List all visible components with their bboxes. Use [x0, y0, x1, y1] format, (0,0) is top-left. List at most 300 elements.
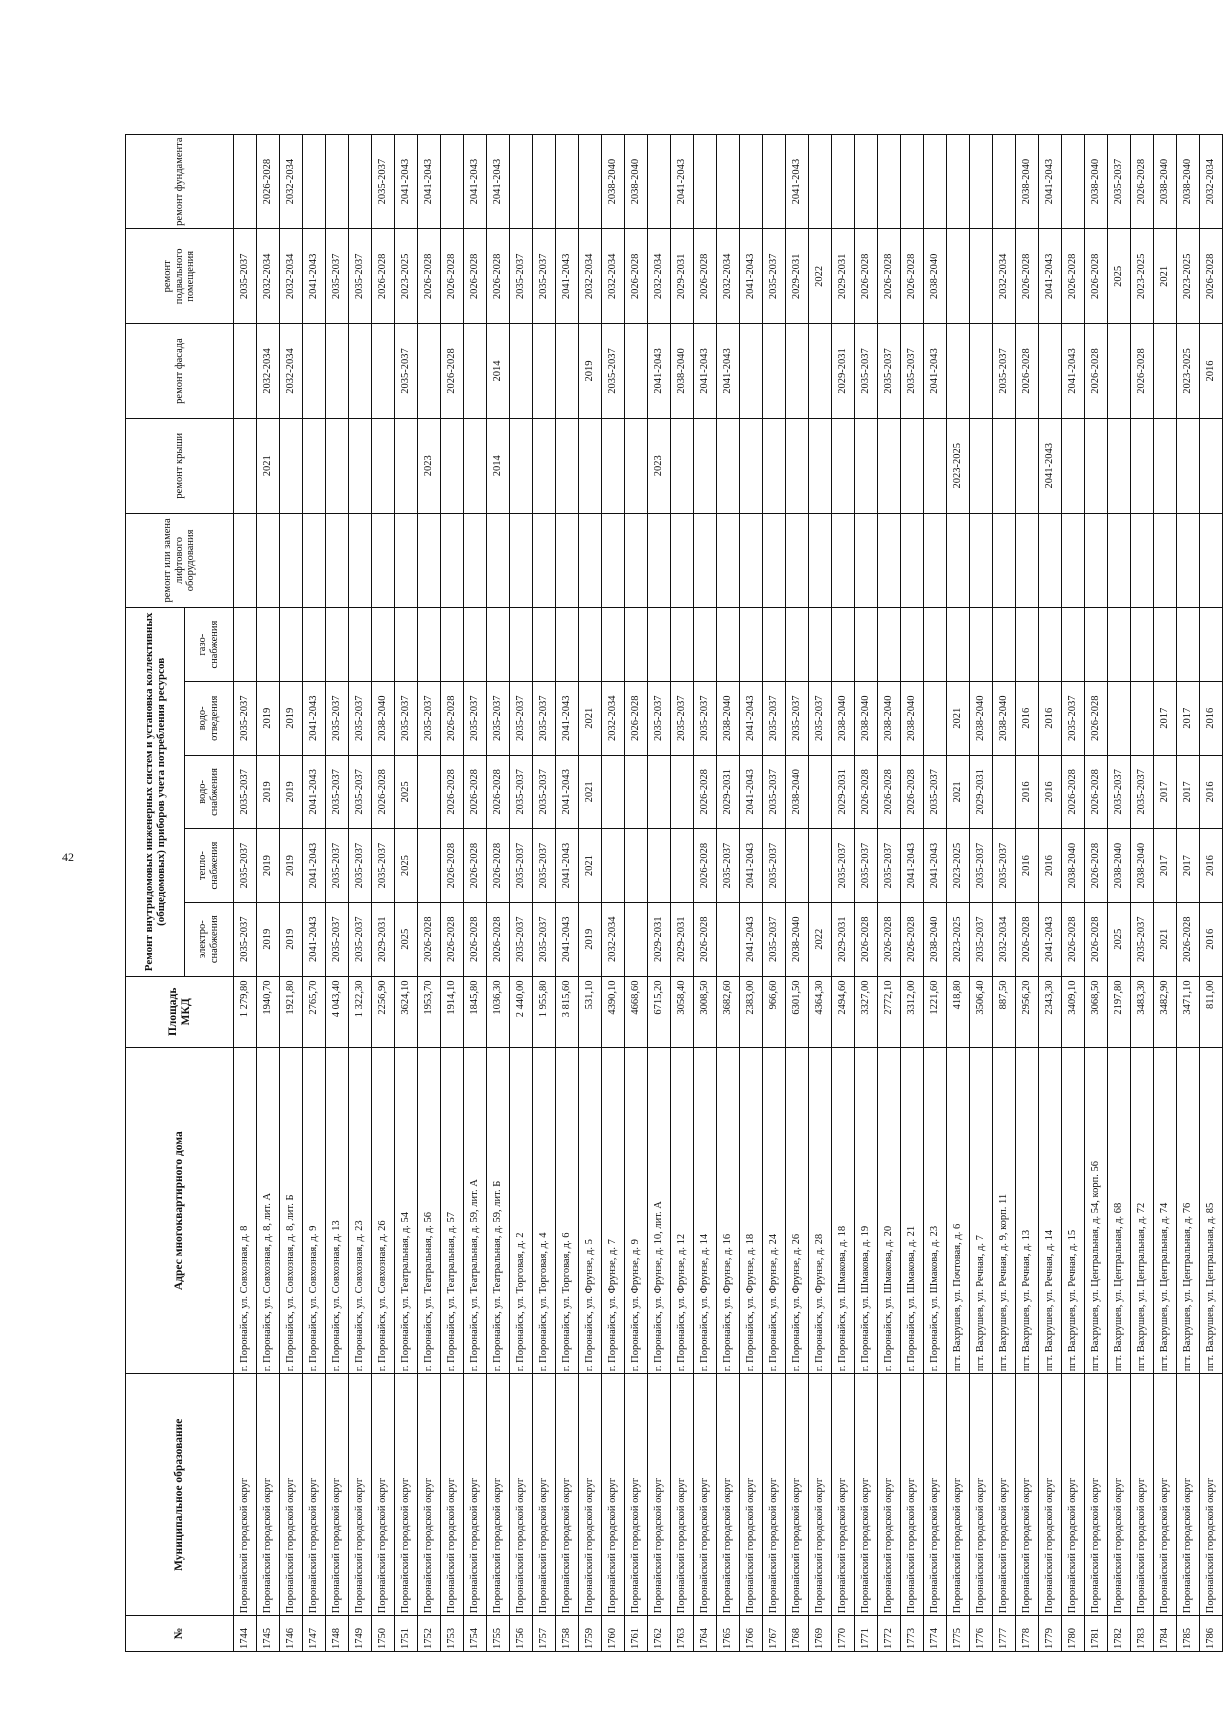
row-address: г. Поронайск, ул. Совхозная, д. 8, лит. Б [280, 1048, 303, 1374]
row-elevator [349, 513, 372, 608]
row-gas [648, 608, 671, 682]
row-heat: 2035-2037 [717, 829, 740, 903]
row-basement: 2032-2034 [717, 229, 740, 324]
row-elevator [464, 513, 487, 608]
row-gas [970, 608, 993, 682]
row-roof [855, 418, 878, 513]
row-foundation: 2041-2043 [464, 134, 487, 229]
table-row [878, 61, 901, 1652]
row-address: г. Поронайск, ул. Театральная, д. 59, лит. Б [487, 1048, 510, 1374]
row-foundation [556, 134, 579, 229]
table-row [786, 61, 809, 1652]
row-foundation: 2038-2040 [602, 134, 625, 229]
row-foundation [717, 134, 740, 229]
row-water: 2035-2037 [1108, 755, 1131, 829]
table-row [395, 61, 418, 1652]
row-municipality: Поронайский городской округ [947, 1374, 970, 1616]
row-facade [1108, 324, 1131, 419]
row-roof: 2021 [257, 418, 280, 513]
row-heat: 2025 [395, 829, 418, 903]
row-number: 1754 [464, 1616, 487, 1652]
row-basement: 2026-2028 [694, 229, 717, 324]
row-foundation: 2041-2043 [1039, 134, 1062, 229]
row-number: 1778 [1016, 1616, 1039, 1652]
row-electro: 2026-2028 [464, 902, 487, 976]
row-gas [763, 608, 786, 682]
row-sewer: 2038-2040 [970, 681, 993, 755]
row-heat: 2035-2037 [970, 829, 993, 903]
row-municipality: Поронайский городской округ [533, 1374, 556, 1616]
row-basement: 2035-2037 [533, 229, 556, 324]
row-foundation [533, 134, 556, 229]
row-gas [1016, 608, 1039, 682]
row-number: 1762 [648, 1616, 671, 1652]
row-heat: 2035-2037 [878, 829, 901, 903]
row-address: пгт. Вахрушев, ул. Центральная, д. 72 [1131, 1048, 1154, 1374]
row-number: 1769 [809, 1616, 832, 1652]
row-basement: 2032-2034 [648, 229, 671, 324]
row-facade [786, 324, 809, 419]
row-water: 2026-2028 [1062, 755, 1085, 829]
row-municipality: Поронайский городской округ [924, 1374, 947, 1616]
row-basement: 2041-2043 [1039, 229, 1062, 324]
row-basement: 2038-2040 [924, 229, 947, 324]
row-electro: 2022 [809, 902, 832, 976]
row-heat: 2041-2043 [901, 829, 924, 903]
row-sewer: 2032-2034 [602, 681, 625, 755]
row-electro: 2026-2028 [1177, 902, 1200, 976]
row-roof [1016, 418, 1039, 513]
table-row [648, 61, 671, 1652]
row-municipality: Поронайский городской округ [234, 1374, 257, 1616]
row-number: 1775 [947, 1616, 970, 1652]
row-roof [1177, 418, 1200, 513]
row-basement: 2035-2037 [326, 229, 349, 324]
row-gas [1085, 608, 1108, 682]
table-row [257, 61, 280, 1652]
row-address: пгт. Вахрушев, ул. Центральная, д. 74 [1154, 1048, 1177, 1374]
row-foundation: 2038-2040 [1016, 134, 1039, 229]
row-number: 1749 [349, 1616, 372, 1652]
row-sewer: 2038-2040 [855, 681, 878, 755]
row-foundation [993, 134, 1016, 229]
row-roof [510, 418, 533, 513]
row-facade: 2041-2043 [648, 324, 671, 419]
row-sewer: 2038-2040 [993, 681, 1016, 755]
row-roof [579, 418, 602, 513]
row-basement: 2035-2037 [763, 229, 786, 324]
row-elevator [1154, 513, 1177, 608]
row-heat: 2016 [1039, 829, 1062, 903]
row-heat: 2035-2037 [832, 829, 855, 903]
table-row [1085, 61, 1108, 1652]
row-sewer: 2035-2037 [1062, 681, 1085, 755]
row-municipality: Поронайский городской округ [510, 1374, 533, 1616]
row-number: 1753 [441, 1616, 464, 1652]
row-municipality: Поронайский городской округ [1177, 1374, 1200, 1616]
row-municipality: Поронайский городской округ [303, 1374, 326, 1616]
row-address: г. Поронайск, ул. Фрунзе, д. 18 [740, 1048, 763, 1374]
row-sewer: 2038-2040 [878, 681, 901, 755]
row-foundation: 2032-2034 [1200, 134, 1223, 229]
row-foundation [510, 134, 533, 229]
row-area: 3482,90 [1154, 976, 1177, 1048]
row-municipality: Поронайский городской округ [579, 1374, 602, 1616]
row-roof [625, 418, 648, 513]
row-municipality: Поронайский городской округ [1062, 1374, 1085, 1616]
row-municipality: Поронайский городской округ [602, 1374, 625, 1616]
row-address: пгт. Вахрушев, ул. Центральная, д. 76 [1177, 1048, 1200, 1374]
row-basement: 2032-2034 [602, 229, 625, 324]
table-row [1154, 61, 1177, 1652]
row-electro: 2016 [1200, 902, 1223, 976]
row-roof [1131, 418, 1154, 513]
row-number: 1783 [1131, 1616, 1154, 1652]
row-heat [671, 829, 694, 903]
table-row [303, 61, 326, 1652]
row-elevator [717, 513, 740, 608]
row-heat: 2041-2043 [924, 829, 947, 903]
row-address: г. Поронайск, ул. Совхозная, д. 13 [326, 1048, 349, 1374]
row-roof [740, 418, 763, 513]
row-facade [234, 324, 257, 419]
header-municipality: Муниципальное образование [126, 1374, 234, 1616]
row-sewer: 2038-2040 [832, 681, 855, 755]
row-sewer: 2019 [257, 681, 280, 755]
row-number: 1745 [257, 1616, 280, 1652]
row-basement: 2026-2028 [1085, 229, 1108, 324]
row-area: 418,80 [947, 976, 970, 1048]
row-gas [786, 608, 809, 682]
row-area: 4364,30 [809, 976, 832, 1048]
row-area: 3624,10 [395, 976, 418, 1048]
row-municipality: Поронайский городской округ [763, 1374, 786, 1616]
row-roof [694, 418, 717, 513]
row-number: 1751 [395, 1616, 418, 1652]
row-heat: 2026-2028 [487, 829, 510, 903]
row-facade: 2014 [487, 324, 510, 419]
row-roof [372, 418, 395, 513]
row-roof: 2041-2043 [1039, 418, 1062, 513]
row-elevator [694, 513, 717, 608]
row-roof [395, 418, 418, 513]
row-electro: 2035-2037 [349, 902, 372, 976]
row-gas [832, 608, 855, 682]
row-number: 1761 [625, 1616, 648, 1652]
row-heat [418, 829, 441, 903]
row-municipality: Поронайский городской округ [1108, 1374, 1131, 1616]
row-water: 2035-2037 [924, 755, 947, 829]
row-water: 2029-2031 [832, 755, 855, 829]
row-address: г. Поронайск, ул. Театральная, д. 56 [418, 1048, 441, 1374]
row-facade: 2041-2043 [924, 324, 947, 419]
row-sewer: 2038-2040 [372, 681, 395, 755]
row-gas [924, 608, 947, 682]
row-number: 1744 [234, 1616, 257, 1652]
row-area: 2383,00 [740, 976, 763, 1048]
header-sewer: водо-отведения [185, 681, 234, 755]
row-facade [533, 324, 556, 419]
table-row [740, 61, 763, 1652]
row-heat: 2041-2043 [556, 829, 579, 903]
row-municipality: Поронайский городской округ [372, 1374, 395, 1616]
row-number: 1773 [901, 1616, 924, 1652]
table-row [924, 61, 947, 1652]
row-sewer: 2035-2037 [487, 681, 510, 755]
row-basement: 2026-2028 [901, 229, 924, 324]
row-facade [556, 324, 579, 419]
row-area: 4390,10 [602, 976, 625, 1048]
row-elevator [556, 513, 579, 608]
row-sewer: 2016 [1016, 681, 1039, 755]
row-foundation [740, 134, 763, 229]
row-basement: 2026-2028 [878, 229, 901, 324]
row-municipality: Поронайский городской округ [280, 1374, 303, 1616]
row-heat: 2035-2037 [533, 829, 556, 903]
row-area: 3068,50 [1085, 976, 1108, 1048]
row-sewer: 2021 [579, 681, 602, 755]
row-facade [740, 324, 763, 419]
row-gas [671, 608, 694, 682]
row-basement: 2035-2037 [234, 229, 257, 324]
table-row [533, 61, 556, 1652]
row-foundation: 2041-2043 [395, 134, 418, 229]
row-roof [717, 418, 740, 513]
row-elevator [671, 513, 694, 608]
row-electro: 2035-2037 [234, 902, 257, 976]
row-area: 3058,40 [671, 976, 694, 1048]
row-water: 2016 [1200, 755, 1223, 829]
table-row [464, 61, 487, 1652]
row-water: 2026-2028 [901, 755, 924, 829]
row-facade [464, 324, 487, 419]
row-sewer: 2019 [280, 681, 303, 755]
row-address: г. Поронайск, ул. Фрунзе, д. 24 [763, 1048, 786, 1374]
row-address: г. Поронайск, ул. Фрунзе, д. 14 [694, 1048, 717, 1374]
row-sewer [1131, 681, 1154, 755]
row-foundation [694, 134, 717, 229]
table-row [441, 61, 464, 1652]
row-foundation: 2041-2043 [786, 134, 809, 229]
row-water: 2035-2037 [349, 755, 372, 829]
row-facade: 2032-2034 [280, 324, 303, 419]
row-water: 2026-2028 [464, 755, 487, 829]
row-roof: 2014 [487, 418, 510, 513]
row-heat: 2026-2028 [1085, 829, 1108, 903]
row-elevator [303, 513, 326, 608]
row-address: пгт. Вахрушев, ул. Речная, д. 13 [1016, 1048, 1039, 1374]
row-address: г. Поронайск, ул. Фрунзе, д. 26 [786, 1048, 809, 1374]
row-gas [441, 608, 464, 682]
row-basement [947, 229, 970, 324]
row-sewer: 2016 [1039, 681, 1062, 755]
row-foundation [1062, 134, 1085, 229]
row-number: 1747 [303, 1616, 326, 1652]
row-address: г. Поронайск, ул. Театральная, д. 57 [441, 1048, 464, 1374]
row-number: 1755 [487, 1616, 510, 1652]
row-electro: 2029-2031 [648, 902, 671, 976]
row-basement: 2032-2034 [993, 229, 1016, 324]
row-water: 2021 [579, 755, 602, 829]
row-heat: 2038-2040 [1108, 829, 1131, 903]
table-row [602, 61, 625, 1652]
row-municipality: Поронайский городской округ [740, 1374, 763, 1616]
row-sewer: 2035-2037 [809, 681, 832, 755]
row-gas [993, 608, 1016, 682]
row-electro: 2029-2031 [372, 902, 395, 976]
row-area: 1953,70 [418, 976, 441, 1048]
row-basement: 2026-2028 [372, 229, 395, 324]
row-electro: 2025 [1108, 902, 1131, 976]
row-water: 2026-2028 [1085, 755, 1108, 829]
row-electro: 2019 [280, 902, 303, 976]
row-water: 2026-2028 [878, 755, 901, 829]
row-elevator [1085, 513, 1108, 608]
table-row [556, 61, 579, 1652]
row-heat: 2023-2025 [947, 829, 970, 903]
row-facade [303, 324, 326, 419]
row-gas [901, 608, 924, 682]
row-sewer: 2035-2037 [464, 681, 487, 755]
table-row [1131, 61, 1154, 1652]
row-foundation: 2041-2043 [671, 134, 694, 229]
row-foundation: 2035-2037 [1108, 134, 1131, 229]
row-facade: 2026-2028 [1016, 324, 1039, 419]
row-electro: 2041-2043 [740, 902, 763, 976]
page-number: 42 [62, 850, 74, 864]
row-sewer: 2035-2037 [786, 681, 809, 755]
row-elevator [625, 513, 648, 608]
row-facade: 2035-2037 [602, 324, 625, 419]
row-heat: 2016 [1016, 829, 1039, 903]
row-heat: 2017 [1154, 829, 1177, 903]
row-sewer: 2038-2040 [717, 681, 740, 755]
row-roof [533, 418, 556, 513]
row-area: 6715,20 [648, 976, 671, 1048]
row-sewer: 2026-2028 [441, 681, 464, 755]
row-area: 1845,80 [464, 976, 487, 1048]
row-roof [326, 418, 349, 513]
row-address: г. Поронайск, ул. Шмакова, д. 18 [832, 1048, 855, 1374]
row-gas [326, 608, 349, 682]
row-facade [418, 324, 441, 419]
row-municipality: Поронайский городской округ [993, 1374, 1016, 1616]
row-area: 2772,10 [878, 976, 901, 1048]
row-elevator [257, 513, 280, 608]
row-heat: 2035-2037 [763, 829, 786, 903]
row-facade: 2016 [1200, 324, 1223, 419]
row-water: 2035-2037 [763, 755, 786, 829]
row-elevator [602, 513, 625, 608]
row-facade: 2026-2028 [1085, 324, 1108, 419]
row-basement: 2023-2025 [1177, 229, 1200, 324]
row-municipality: Поронайский городской округ [1016, 1374, 1039, 1616]
row-number: 1750 [372, 1616, 395, 1652]
row-foundation: 2035-2037 [372, 134, 395, 229]
row-municipality: Поронайский городской округ [1131, 1374, 1154, 1616]
row-municipality: Поронайский городской округ [625, 1374, 648, 1616]
row-number: 1760 [602, 1616, 625, 1652]
capital-repair-table [125, 60, 1223, 1652]
row-basement: 2025 [1108, 229, 1131, 324]
row-address: г. Поронайск, ул. Фрунзе, д. 28 [809, 1048, 832, 1374]
row-water: 2026-2028 [694, 755, 717, 829]
row-sewer: 2035-2037 [671, 681, 694, 755]
row-electro [625, 902, 648, 976]
row-gas [257, 608, 280, 682]
row-water: 2038-2040 [786, 755, 809, 829]
row-facade: 2035-2037 [901, 324, 924, 419]
row-water: 2041-2043 [740, 755, 763, 829]
row-municipality: Поронайский городской округ [326, 1374, 349, 1616]
row-water: 2041-2043 [303, 755, 326, 829]
row-number: 1767 [763, 1616, 786, 1652]
row-area: 6301,50 [786, 976, 809, 1048]
row-sewer: 2041-2043 [303, 681, 326, 755]
row-roof: 2023-2025 [947, 418, 970, 513]
header-basement: ремонт подвального помещения [126, 229, 234, 324]
row-electro: 2019 [579, 902, 602, 976]
row-electro: 2035-2037 [510, 902, 533, 976]
row-area: 531,10 [579, 976, 602, 1048]
row-number: 1785 [1177, 1616, 1200, 1652]
row-address: пгт. Вахрушев, ул. Центральная, д. 54, корп. 56 [1085, 1048, 1108, 1374]
row-elevator [510, 513, 533, 608]
row-municipality: Поронайский городской округ [464, 1374, 487, 1616]
row-address: г. Поронайск, ул. Совхозная, д. 23 [349, 1048, 372, 1374]
row-gas [1131, 608, 1154, 682]
row-foundation: 2041-2043 [487, 134, 510, 229]
row-sewer: 2035-2037 [418, 681, 441, 755]
row-area: 2 440,00 [510, 976, 533, 1048]
row-facade: 2026-2028 [441, 324, 464, 419]
row-gas [855, 608, 878, 682]
row-sewer: 2035-2037 [234, 681, 257, 755]
row-roof [763, 418, 786, 513]
row-elevator [1177, 513, 1200, 608]
row-gas [372, 608, 395, 682]
row-gas [487, 608, 510, 682]
row-electro: 2041-2043 [556, 902, 579, 976]
row-foundation [303, 134, 326, 229]
table-row [1200, 61, 1223, 1652]
row-basement: 2026-2028 [625, 229, 648, 324]
row-foundation [970, 134, 993, 229]
row-roof [556, 418, 579, 513]
row-gas [947, 608, 970, 682]
row-heat: 2019 [257, 829, 280, 903]
row-roof [924, 418, 947, 513]
row-heat: 2035-2037 [855, 829, 878, 903]
row-elevator [395, 513, 418, 608]
row-sewer: 2035-2037 [349, 681, 372, 755]
row-heat [648, 829, 671, 903]
row-sewer: 2041-2043 [740, 681, 763, 755]
row-area: 1921,80 [280, 976, 303, 1048]
row-roof [671, 418, 694, 513]
row-area: 887,50 [993, 976, 1016, 1048]
row-number: 1782 [1108, 1616, 1131, 1652]
row-foundation [832, 134, 855, 229]
row-number: 1774 [924, 1616, 947, 1652]
row-basement: 2041-2043 [740, 229, 763, 324]
row-foundation: 2038-2040 [1154, 134, 1177, 229]
row-elevator [740, 513, 763, 608]
header-address: Адрес многоквартирного дома [126, 1048, 234, 1374]
row-facade [809, 324, 832, 419]
row-gas [510, 608, 533, 682]
row-water [993, 755, 1016, 829]
